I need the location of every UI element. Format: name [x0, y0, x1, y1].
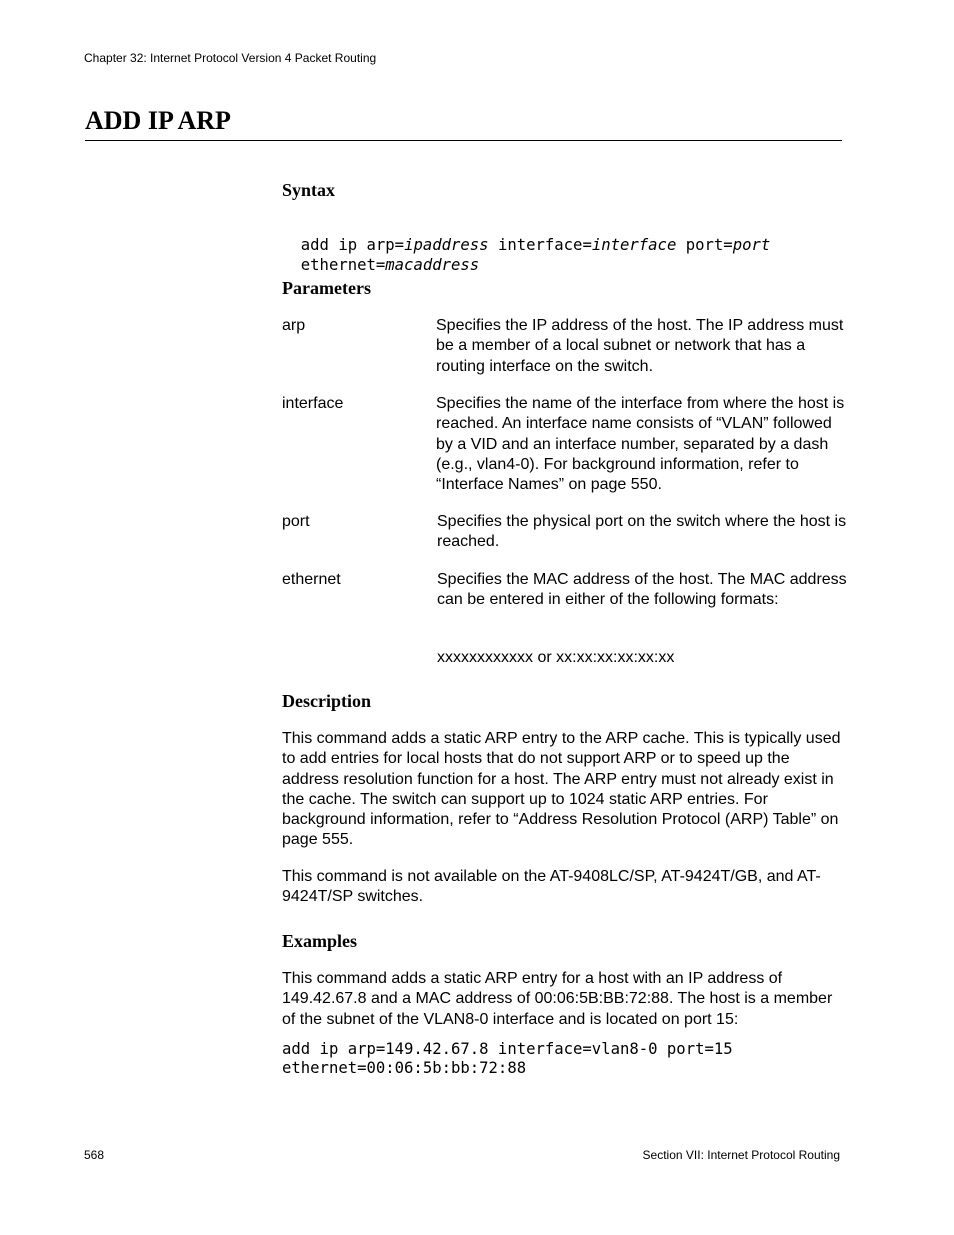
page-title: ADD IP ARP: [85, 106, 231, 135]
running-footer: Section VII: Internet Protocol Routing: [642, 1148, 840, 1162]
description-heading: Description: [282, 691, 371, 711]
param-name-interface: interface: [282, 395, 344, 412]
param-desc-ethernet: Specifies the MAC address of the host. The MAC address can be entered in either of the following formats:: [437, 571, 847, 609]
syntax-part: ipaddress: [404, 235, 489, 254]
syntax-part: add ip arp=: [300, 235, 405, 254]
examples-intro: This command adds a static ARP entry for a host with an IP address of 149.42.67.8 and a MAC address of 00:06:5B:BB:72:88. The host is a member of the subnet of the VLAN8-0 interface and is located on port 15:: [282, 970, 833, 1028]
syntax-part: port=: [676, 235, 733, 254]
parameters-heading: Parameters: [282, 278, 371, 298]
title-rule: [85, 140, 842, 141]
running-header: Chapter 32: Internet Protocol Version 4 Packet Routing: [84, 51, 377, 65]
syntax-part: interface: [591, 235, 677, 254]
syntax-part: port: [732, 235, 771, 254]
syntax-part: macaddress: [385, 255, 480, 274]
param-name-ethernet: ethernet: [282, 571, 341, 588]
examples-heading: Examples: [282, 931, 358, 951]
example-code-line-2: ethernet=00:06:5b:bb:72:88: [282, 1059, 527, 1077]
param-name-port: port: [282, 513, 310, 530]
param-name-arp: arp: [282, 317, 306, 334]
param-desc-interface: Specifies the name of the interface from where the host is reached. An interface name consists of “VLAN” followed by a VID and an interface number, separated by a dash (e.g., vlan4-0). For background information, refer to “Interface Names” on page 550.: [436, 395, 845, 494]
example-code-line-1: add ip arp=149.42.67.8 interface=vlan8-0 port=15: [282, 1040, 733, 1058]
syntax-part: interface=: [488, 235, 592, 254]
syntax-part: ethernet=: [300, 255, 386, 274]
syntax-code-line-2: [282, 236, 479, 275]
param-desc-arp: Specifies the IP address of the host. The IP address must be a member of a local subnet or network that has a routing interface on the switch.: [436, 317, 844, 375]
param-mac-formats: xxxxxxxxxxxx or xx:xx:xx:xx:xx:xx: [437, 649, 675, 666]
description-paragraph-2: This command is not available on the AT-9408LC/SP, AT-9424T/GB, and AT-9424T/SP switches.: [282, 868, 821, 906]
syntax-heading: Syntax: [282, 180, 336, 200]
description-paragraph-1: This command adds a static ARP entry to the ARP cache. This is typically used to add entries for local hosts that do not support ARP or to speed up the address resolution function for a host. The ARP entry must not already exist in the cache. The switch can support up to 1024 static ARP entries. For background information, refer to “Address Resolution Protocol (ARP) Table” on page 555.: [282, 730, 841, 849]
page-number: 568: [84, 1148, 105, 1162]
param-desc-port: Specifies the physical port on the switch where the host is reached.: [437, 513, 847, 551]
